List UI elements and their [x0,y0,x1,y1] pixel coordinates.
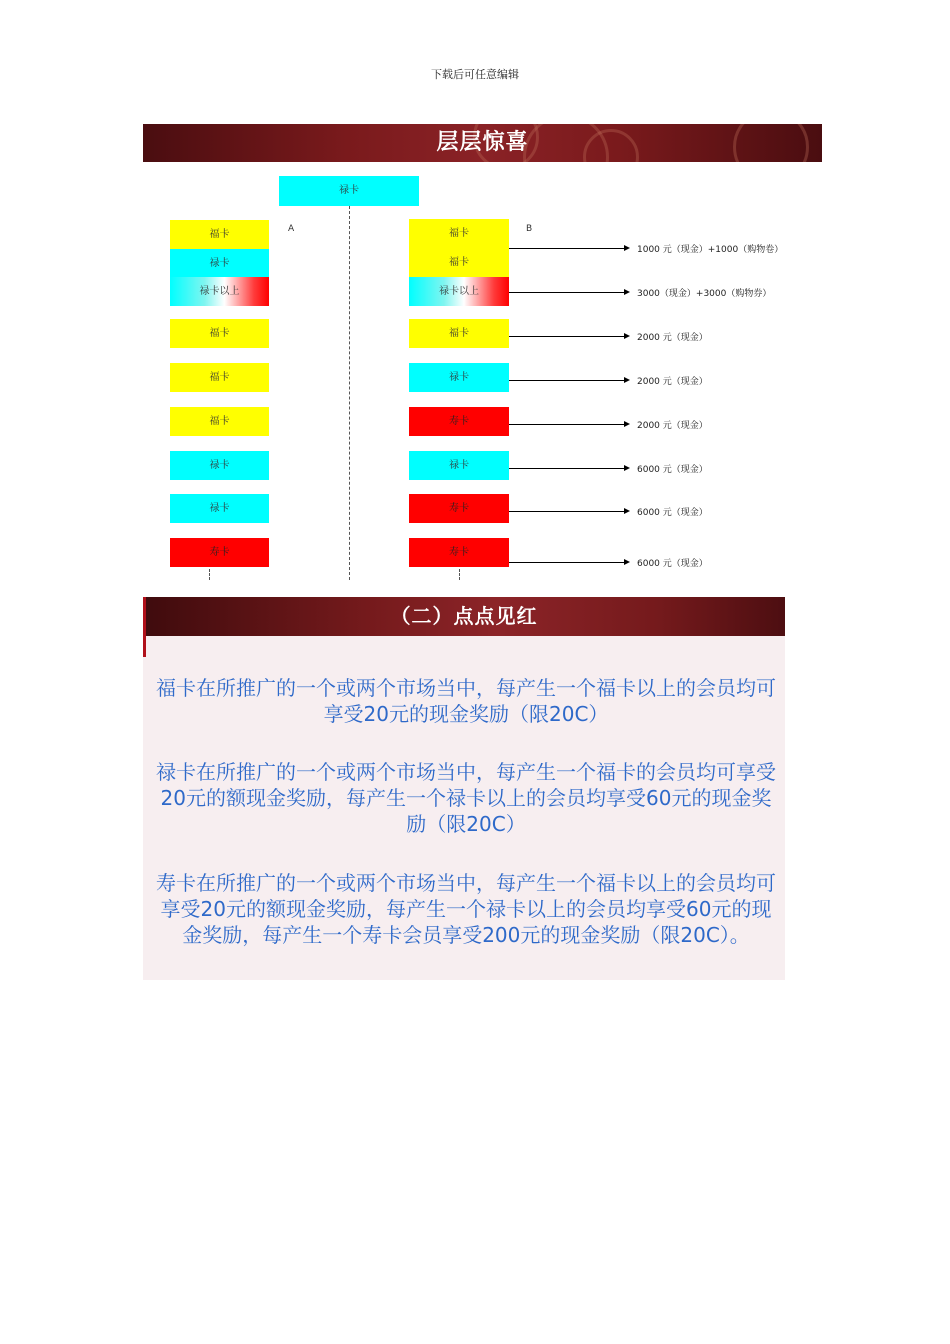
paragraph-luka: 禄卡在所推广的一个或两个市场当中，每产生一个福卡的会员均可享受20元的额现金奖励，每产生一个禄卡以上的会员均享受60元的现金奖励（限20C） [156,760,776,836]
paragraph-fuka: 福卡在所推广的一个或两个市场当中，每产生一个福卡以上的会员均可享受20元的现金奖励（限20C） [156,676,776,726]
paragraph-shouka: 寿卡在所推广的一个或两个市场当中，每产生一个福卡以上的会员均可享受20元的额现金奖励，每产生一个禄卡以上的会员均享受60元的现金奖励，每产生一个寿卡会员享受200元的现金奖励（限20C）。 [156,871,776,947]
col-a-box: 福卡 [170,220,269,249]
section1-banner [143,124,822,162]
col-a-box: 寿卡 [170,538,269,567]
reward-arrow [509,292,625,293]
edge-mark [143,597,146,657]
section-dots-red [143,597,785,980]
reward-text: 6000 元（现金） [637,465,708,475]
center-dashed-line [349,206,350,580]
col-b-box: 禄卡以上 [409,277,509,306]
reward-arrow [509,511,625,512]
reward-text: 3000（现金）+3000（购物券） [637,289,772,299]
col-a-box: 福卡 [170,363,269,392]
col-b-tail-line [459,569,460,580]
col-b-box: 福卡 [409,248,509,277]
reward-text: 2000 元（现金） [637,421,708,431]
root-box: 禄卡 [279,176,419,206]
col-a-box: 福卡 [170,407,269,436]
col-a-tail-line [209,569,210,580]
col-b-box: 福卡 [409,219,509,248]
reward-text: 2000 元（现金） [637,377,708,387]
header-note: 下载后可任意编辑 [431,68,519,81]
reward-arrow [509,424,625,425]
reward-arrow [509,336,625,337]
label-b: B [526,224,533,234]
reward-text: 6000 元（现金） [637,508,708,518]
reward-arrow [509,562,625,563]
section2-banner [143,597,785,636]
section-layered-surprise [143,124,822,580]
col-b-box: 禄卡 [409,363,509,392]
col-b-box: 寿卡 [409,538,509,567]
reward-text: 1000 元（现金）+1000（购物卷） [637,245,784,255]
col-a-box: 禄卡 [170,451,269,480]
col-a-box: 禄卡 [170,494,269,523]
label-a: A [288,224,295,234]
reward-arrow [509,468,625,469]
section1-title: 层层惊喜 [436,130,529,155]
col-b-box: 福卡 [409,319,509,348]
reward-text: 2000 元（现金） [637,333,708,343]
col-a-box: 福卡 [170,319,269,348]
col-b-box: 寿卡 [409,494,509,523]
reward-arrow [509,248,625,249]
col-b-box: 禄卡 [409,451,509,480]
reward-arrow [509,380,625,381]
reward-text: 6000 元（现金） [637,559,708,569]
col-a-box: 禄卡 [170,249,269,278]
col-a-box: 禄卡以上 [170,277,269,306]
section2-title: （二）点点见红 [390,604,538,628]
col-b-box: 寿卡 [409,407,509,436]
